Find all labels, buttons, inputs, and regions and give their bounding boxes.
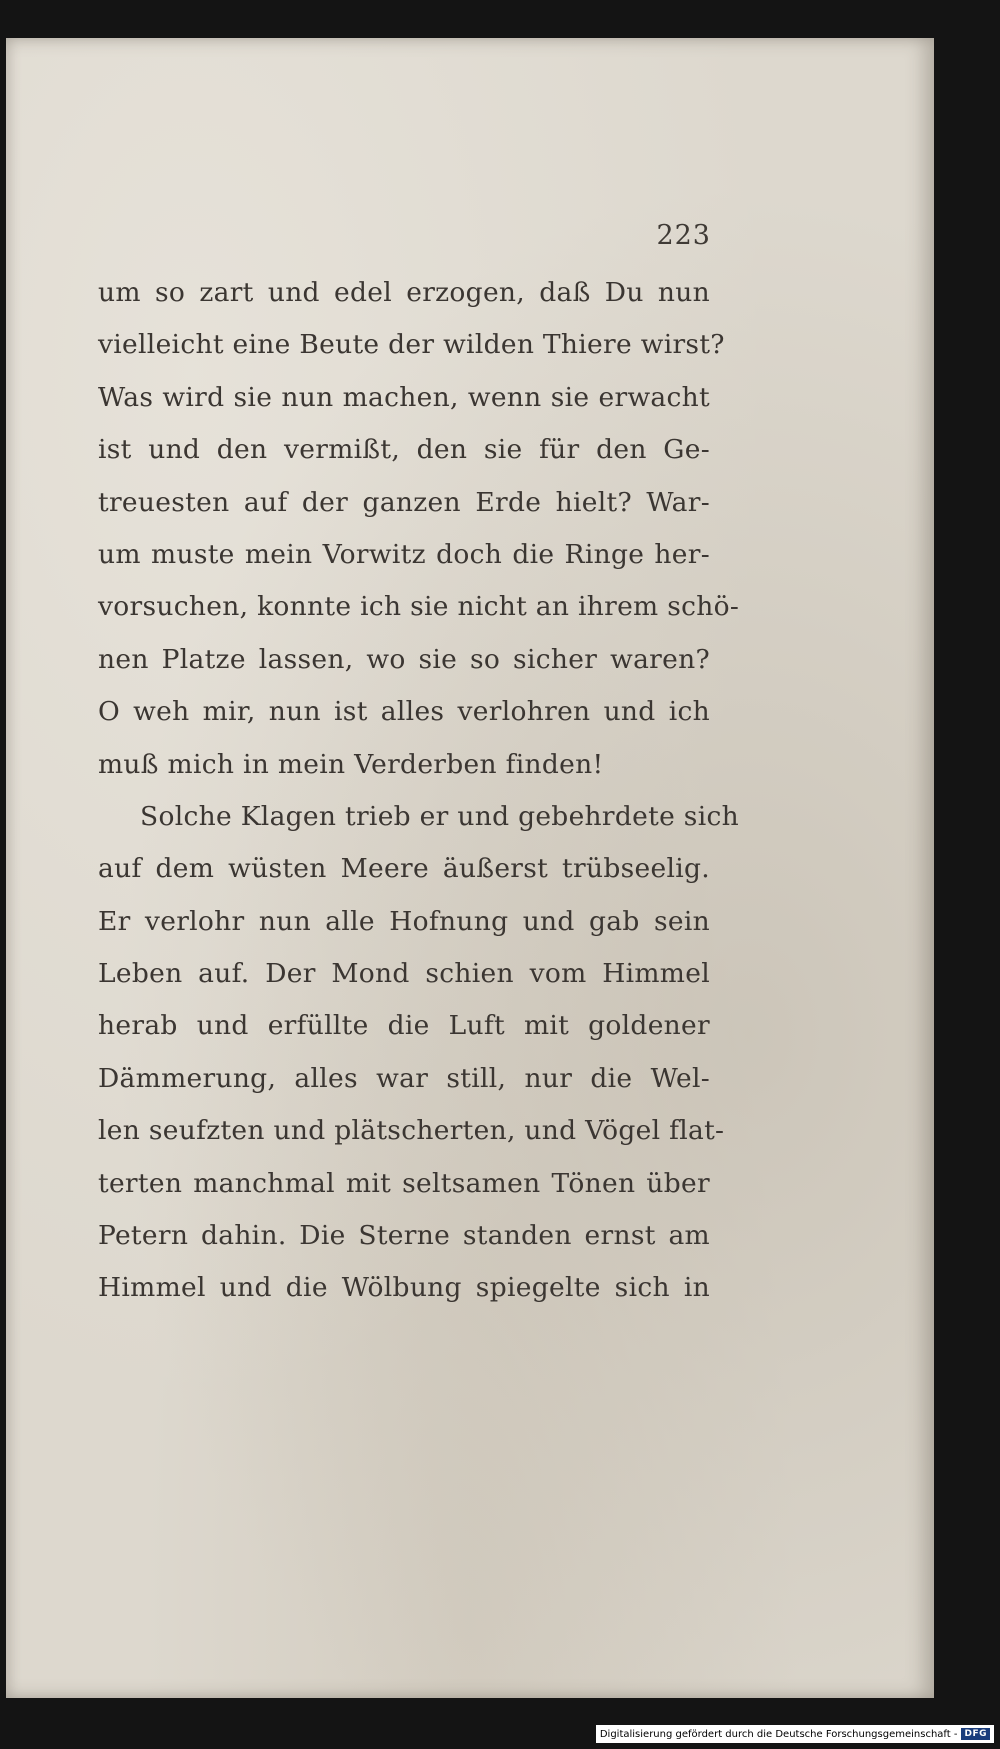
text-line: Himmel und die Wölbung spiegelte sich in <box>98 1272 710 1304</box>
text-line: treuesten auf der ganzen Erde hielt? War- <box>98 486 710 518</box>
text-line: muß mich in mein Verderben finden! <box>98 748 604 780</box>
footer-credit: Digitalisierung gefördert durch die Deutsche Forschungsgemeinschaft - <box>599 1728 958 1740</box>
text-line: herab und erfüllte die Luft mit goldener <box>98 1010 710 1042</box>
digitization-footer <box>596 1725 994 1743</box>
text-line: Petern dahin. Die Sterne standen ernst am <box>98 1220 710 1252</box>
text-line: Leben auf. Der Mond schien vom Himmel <box>98 958 710 990</box>
text-block <box>98 277 740 1326</box>
page-number: 223 <box>656 220 711 251</box>
text-line: vorsuchen, konnte ich sie nicht an ihrem schö- <box>98 591 740 623</box>
text-line: um so zart und edel erzogen, daß Du nun <box>98 277 710 308</box>
text-line: vielleicht eine Beute der wilden Thiere wirst? <box>98 329 725 361</box>
text-line: O weh mir, nun ist alles verlohren und ich <box>98 696 710 728</box>
text-line: len seufzten und plätscherten, und Vögel flat- <box>98 1115 725 1147</box>
text-line: Was wird sie nun machen, wenn sie erwacht <box>98 381 710 413</box>
text-line: terten manchmal mit seltsamen Tönen über <box>98 1167 710 1199</box>
text-line: Er verlohr nun alle Hofnung und gab sein <box>98 905 710 937</box>
text-line: nen Platze lassen, wo sie so sicher waren? <box>98 643 710 675</box>
text-line: ist und den vermißt, den sie für den Ge- <box>98 434 710 466</box>
dfg-logo: DFG <box>961 1728 990 1740</box>
text-line: Solche Klagen trieb er und gebehrdete sich <box>140 800 739 832</box>
text-line: um muste mein Vorwitz doch die Ringe her- <box>98 538 710 570</box>
text-line: auf dem wüsten Meere äußerst trübseelig. <box>98 853 710 885</box>
book-page <box>6 38 934 1698</box>
text-line: Dämmerung, alles war still, nur die Wel- <box>98 1062 710 1094</box>
